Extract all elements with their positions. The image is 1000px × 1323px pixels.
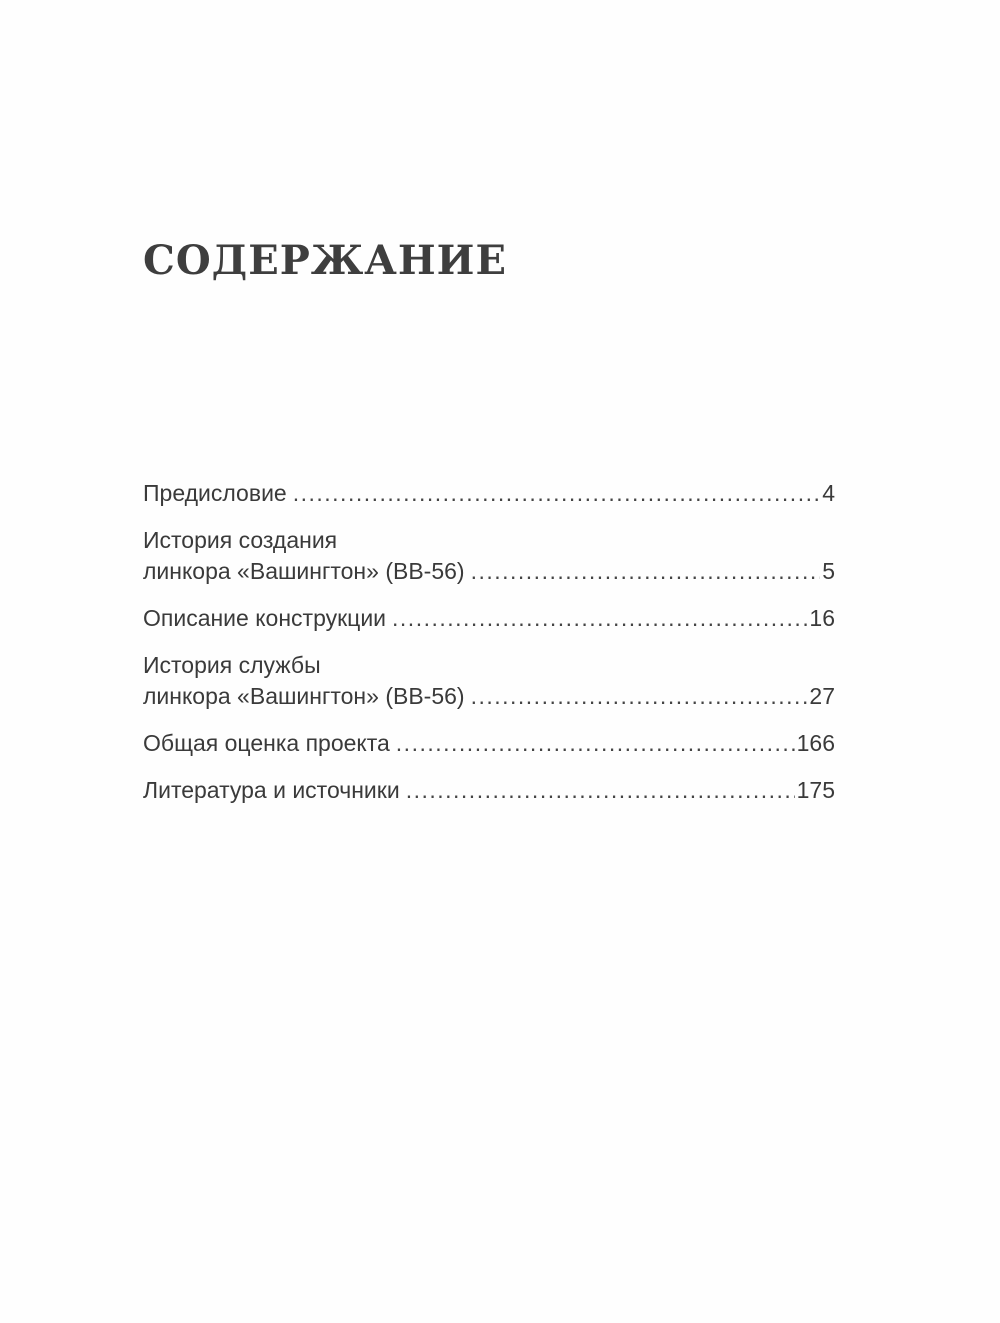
toc-entry-design-description[interactable]: [143, 603, 835, 634]
toc-entry-page-number: 27: [809, 683, 835, 709]
toc-entry-title: Предисловие: [143, 480, 287, 506]
toc-entry-page-number: 175: [796, 777, 835, 803]
toc-entry-literature-sources[interactable]: [143, 775, 835, 806]
toc-entry-title-continued: линкора «Вашингтон» (ВВ-56): [143, 558, 465, 584]
toc-entry-project-assessment[interactable]: [143, 728, 835, 759]
toc-entry-line: [143, 728, 835, 759]
toc-entry-page-number: 4: [822, 480, 835, 506]
toc-entry-title: История создания: [143, 527, 338, 553]
toc-entry-line: [143, 478, 835, 509]
dot-leader: [392, 603, 807, 634]
page-title: СОДЕРЖАНИЕ: [143, 237, 507, 284]
toc-entry-line: [143, 775, 835, 806]
dot-leader: [293, 478, 820, 509]
toc-entry-service-history[interactable]: [143, 650, 835, 712]
toc-entry-line: [143, 603, 835, 634]
toc-entry-title: Общая оценка проекта: [143, 730, 390, 756]
dot-leader: [471, 556, 821, 587]
toc-entry-title: Описание конструкции: [143, 605, 387, 631]
toc-entry-page-number: 166: [796, 730, 835, 756]
dot-leader: [396, 728, 795, 759]
toc-entry-line: [143, 681, 835, 712]
toc-entry-line: [143, 525, 835, 556]
toc-entry-preface[interactable]: [143, 478, 835, 509]
toc-entry-title: История службы: [143, 652, 321, 678]
table-of-contents: [143, 478, 835, 822]
toc-entry-title: Литература и источники: [143, 777, 400, 803]
dot-leader: [471, 681, 808, 712]
toc-entry-line: [143, 556, 835, 587]
toc-entry-page-number: 16: [809, 605, 835, 631]
toc-entry-line: [143, 650, 835, 681]
toc-entry-page-number: 5: [822, 558, 835, 584]
toc-entry-title-continued: линкора «Вашингтон» (ВВ-56): [143, 683, 465, 709]
toc-entry-creation-history[interactable]: [143, 525, 835, 587]
dot-leader: [406, 775, 795, 806]
